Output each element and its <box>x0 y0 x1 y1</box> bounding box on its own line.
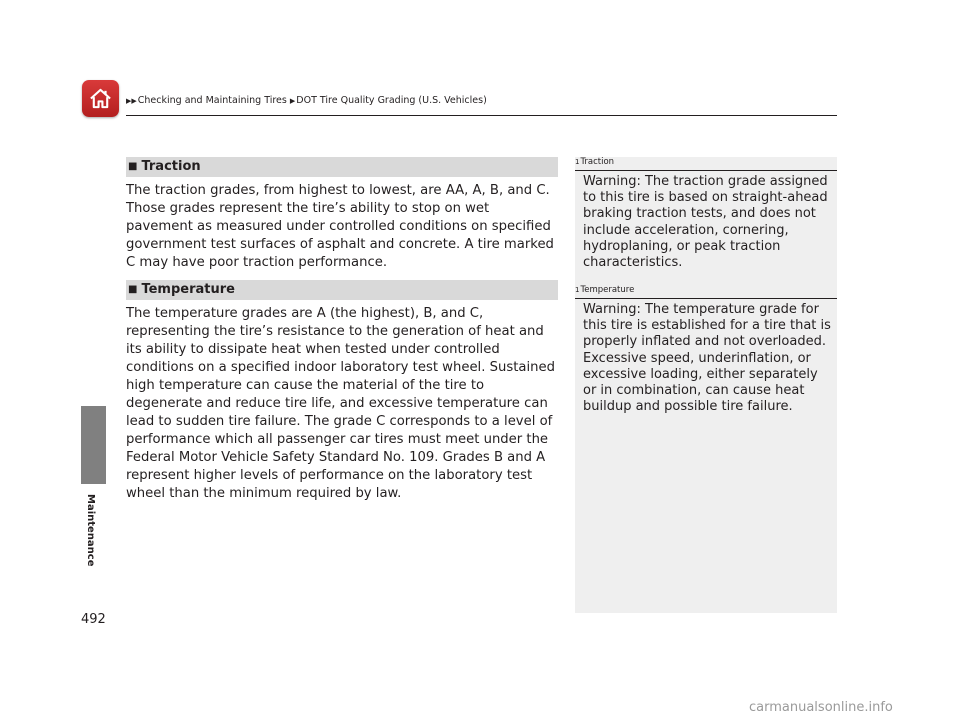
breadcrumb-link-dot-grading[interactable]: DOT Tire Quality Grading (U.S. Vehicles) <box>296 95 487 106</box>
note-title: Temperature <box>580 285 635 295</box>
note-heading-traction <box>575 157 837 167</box>
breadcrumb <box>126 95 487 106</box>
section-heading-text: Temperature <box>141 282 235 297</box>
triangle-right-icon: ▶ <box>289 97 296 105</box>
page-number: 492 <box>81 612 106 627</box>
section-heading-temperature <box>126 280 558 300</box>
temperature-body: The temperature grades are A (the highest), B, and C, representing the tire’s resistance to the generation of heat and its ability to dissipate heat when tested under controlled conditions on a specified indoor laboratory test wheel. Sustained high temperature can cause the material of the tire to degenerate and reduce tire life, and excessive temperature can lead to sudden tire failure. The grade C corresponds to a level of performance which all passenger car tires must meet under the Federal Motor Vehicle Safety Standard No. 109. Grades B and A represent higher levels of performance on the laboratory test wheel than the minimum required by law. <box>126 306 555 501</box>
section-heading-traction <box>126 157 558 177</box>
watermark: carmanualsonline.info <box>749 700 893 715</box>
chapter-label <box>80 494 98 584</box>
note-heading-temperature <box>575 285 837 295</box>
square-bullet-icon: ■ <box>128 161 138 172</box>
note-text-temperature: Warning: The temperature grade for this tire is established for a tire that is properly inflated and not overloaded. Excessive speed, underinflation, or excessive loading, either separately or in combination, can cause heat buildup and possible tire failure. <box>583 302 831 415</box>
breadcrumb-link-tires[interactable]: Checking and Maintaining Tires <box>137 95 287 106</box>
note-divider <box>575 298 837 299</box>
header-divider <box>126 115 837 116</box>
section-heading-text: Traction <box>141 159 201 174</box>
home-button[interactable] <box>82 80 119 117</box>
note-ref-number: 1 <box>575 158 580 166</box>
chapter-label-text: Maintenance <box>85 494 96 567</box>
note-text-traction: Warning: The traction grade assigned to this tire is based on straight-ahead braking traction tests, and does not include acceleration, cornering, hydroplaning, or peak traction characteristics. <box>583 174 828 271</box>
chapter-tab <box>81 406 106 484</box>
triangle-right-icon: ▶▶ <box>126 97 137 105</box>
home-icon <box>89 87 112 110</box>
note-title: Traction <box>580 157 615 167</box>
note-ref-number: 1 <box>575 286 580 294</box>
note-divider <box>575 170 837 171</box>
square-bullet-icon: ■ <box>128 284 138 295</box>
traction-body: The traction grades, from highest to lowest, are AA, A, B, and C. Those grades represent the tire’s ability to stop on wet pavement as measured under controlled conditions on specified government test surfaces of asphalt and concrete. A tire marked C may have poor traction performance. <box>126 183 554 270</box>
